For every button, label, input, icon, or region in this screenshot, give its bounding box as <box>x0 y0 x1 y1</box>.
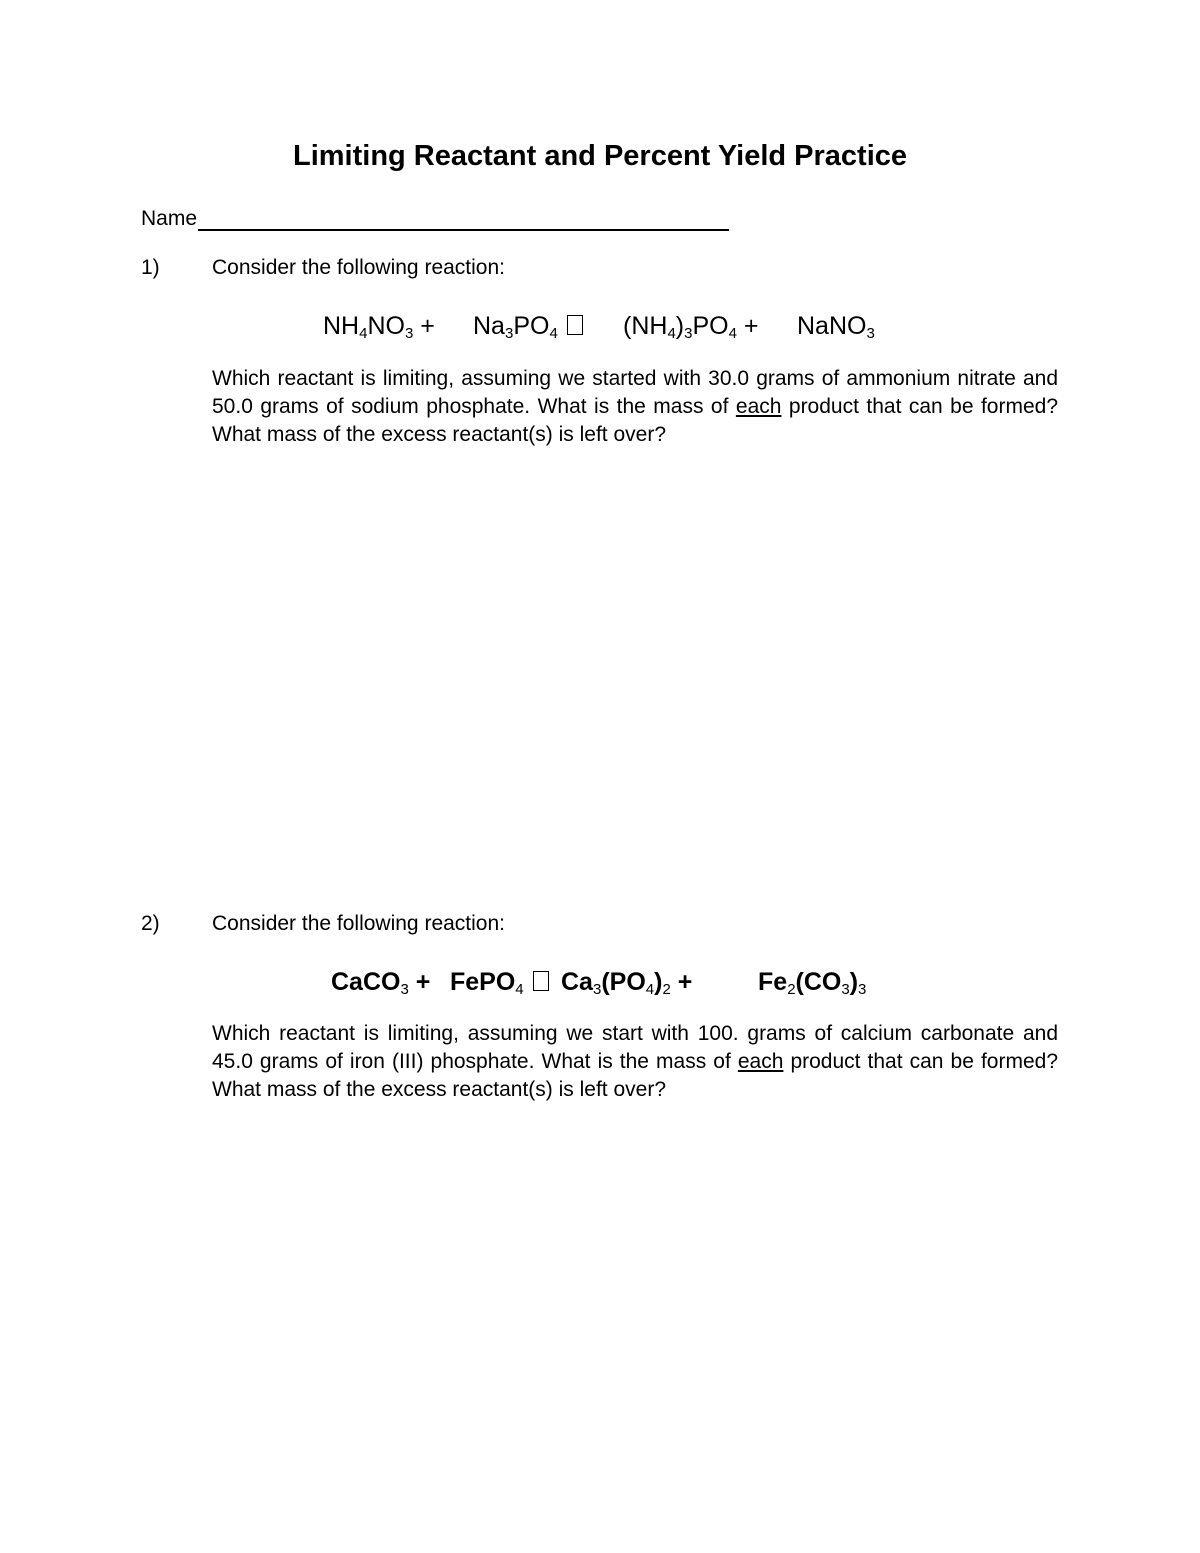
question-1-prompt: Consider the following reaction: <box>212 256 505 279</box>
question-1-text: Which reactant is limiting, assuming we started with 30.0 grams of ammonium nitrate and 50.0 grams of sodium phosphate. What is the mass of each product that can be formed? What mass of the excess reactant(s) is left over? <box>212 367 1058 446</box>
product-sodium-nitrate: NaNO$_3$ <box>797 312 875 342</box>
page-title: Limiting Reactant and Percent Yield Practice <box>292 140 908 172</box>
product-iron-carbonate: $Fe_2(CO_3)_3$ <box>758 968 867 998</box>
reactant-iron-phosphate: FePO$_4$ <box>450 968 551 998</box>
name-blank-line[interactable] <box>198 205 729 231</box>
emphasis-each: each <box>737 1050 784 1073</box>
name-field-row <box>141 205 729 231</box>
emphasis-each: each <box>735 395 782 418</box>
question-2-text: Which reactant is limiting, assuming we start with 100. grams of calcium carbonate and 45.0 grams of iron (III) phosphate. What is the mass of each product that can be formed? What mass of the excess reactant(s) is left over? <box>212 1022 1058 1101</box>
question-2-prompt: Consider the following reaction: <box>212 912 505 935</box>
reactant-sodium-phosphate: $Na_3PO_4$ <box>473 312 585 342</box>
product-calcium-phosphate: $Ca_3(PO_4)_2$ + <box>561 968 693 998</box>
name-label: Name <box>141 207 198 230</box>
product-ammonium-phosphate: $(NH_4)_3PO_4$ + <box>623 312 766 342</box>
question-2-number: 2) <box>141 912 160 935</box>
reactant-ammonium-nitrate: $NH_4NO_3$ + <box>323 312 442 342</box>
reaction-arrow-icon <box>567 315 583 335</box>
question-1-number: 1) <box>141 256 160 279</box>
reactant-calcium-carbonate: CaCO$_3$ + <box>331 968 438 998</box>
reaction-arrow-icon <box>533 971 549 991</box>
